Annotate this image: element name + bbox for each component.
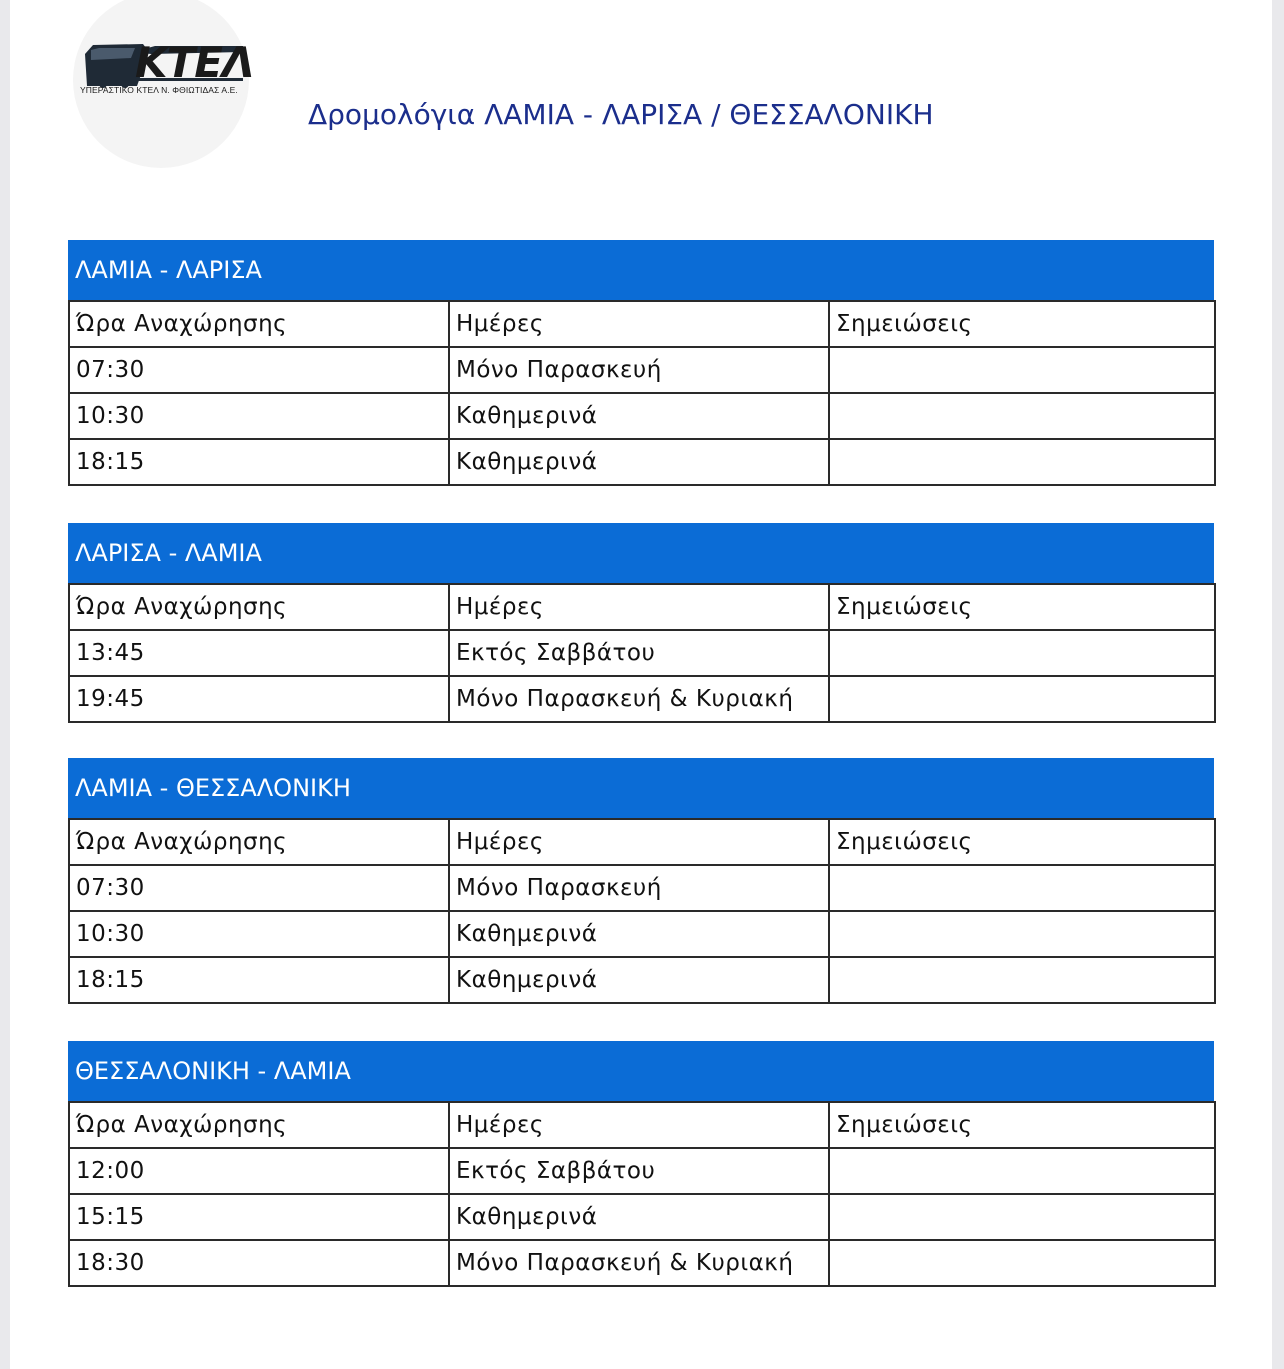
days: Μόνο Παρασκευή & Κυριακή xyxy=(449,676,829,722)
table-row xyxy=(69,439,1215,485)
days: Καθημερινά xyxy=(449,393,829,439)
notes xyxy=(829,1240,1215,1286)
table-row xyxy=(69,347,1215,393)
document-page xyxy=(10,0,1272,1369)
table-row xyxy=(69,676,1215,722)
days: Εκτός Σαββάτου xyxy=(449,630,829,676)
column-header: Σημειώσεις xyxy=(829,1102,1215,1148)
departure-time: 18:15 xyxy=(69,439,449,485)
schedule-table xyxy=(68,818,1216,1004)
table-header-row xyxy=(69,301,1215,347)
table-row xyxy=(69,630,1215,676)
days: Καθημερινά xyxy=(449,957,829,1003)
notes xyxy=(829,865,1215,911)
days: Καθημερινά xyxy=(449,911,829,957)
schedule-section xyxy=(68,1041,1214,1287)
table-header-row xyxy=(69,584,1215,630)
section-heading: ΘΕΣΣΑΛΟΝΙΚΗ - ΛΑΜΙΑ xyxy=(68,1041,1214,1101)
notes xyxy=(829,1194,1215,1240)
departure-time: 07:30 xyxy=(69,347,449,393)
table-row xyxy=(69,1148,1215,1194)
logo-brand-text: ΚΤΕΛ xyxy=(135,38,254,87)
page-title: Δρομολόγια ΛΑΜΙΑ - ΛΑΡΙΣΑ / ΘΕΣΣΑΛΟΝΙΚΗ xyxy=(308,98,934,131)
notes xyxy=(829,676,1215,722)
notes xyxy=(829,439,1215,485)
column-header: Σημειώσεις xyxy=(829,584,1215,630)
days: Εκτός Σαββάτου xyxy=(449,1148,829,1194)
section-heading: ΛΑΜΙΑ - ΘΕΣΣΑΛΟΝΙΚΗ xyxy=(68,758,1214,818)
notes xyxy=(829,1148,1215,1194)
column-header: Ημέρες xyxy=(449,819,829,865)
column-header: Ημέρες xyxy=(449,1102,829,1148)
days: Μόνο Παρασκευή xyxy=(449,865,829,911)
column-header: Ώρα Αναχώρησης xyxy=(69,301,449,347)
company-logo xyxy=(73,0,254,168)
days: Καθημερινά xyxy=(449,1194,829,1240)
table-row xyxy=(69,1240,1215,1286)
column-header: Σημειώσεις xyxy=(829,301,1215,347)
departure-time: 10:30 xyxy=(69,393,449,439)
logo-subtitle: ΥΠΕΡΑΣΤΙΚΟ ΚΤΕΛ Ν. ΦΘΙΩΤΙΔΑΣ Α.Ε. xyxy=(80,85,238,95)
schedule-table xyxy=(68,583,1216,723)
column-header: Ώρα Αναχώρησης xyxy=(69,584,449,630)
schedule-section xyxy=(68,523,1214,723)
column-header: Ώρα Αναχώρησης xyxy=(69,819,449,865)
departure-time: 07:30 xyxy=(69,865,449,911)
departure-time: 13:45 xyxy=(69,630,449,676)
column-header: Ώρα Αναχώρησης xyxy=(69,1102,449,1148)
schedule-section xyxy=(68,758,1214,1004)
table-header-row xyxy=(69,1102,1215,1148)
schedule-table xyxy=(68,300,1216,486)
column-header: Σημειώσεις xyxy=(829,819,1215,865)
table-row xyxy=(69,957,1215,1003)
notes xyxy=(829,393,1215,439)
schedule-section xyxy=(68,240,1214,486)
notes xyxy=(829,957,1215,1003)
departure-time: 12:00 xyxy=(69,1148,449,1194)
table-row xyxy=(69,393,1215,439)
column-header: Ημέρες xyxy=(449,584,829,630)
departure-time: 15:15 xyxy=(69,1194,449,1240)
column-header: Ημέρες xyxy=(449,301,829,347)
table-row xyxy=(69,911,1215,957)
notes xyxy=(829,911,1215,957)
schedule-table xyxy=(68,1101,1216,1287)
days: Καθημερινά xyxy=(449,439,829,485)
section-heading: ΛΑΜΙΑ - ΛΑΡΙΣΑ xyxy=(68,240,1214,300)
days: Μόνο Παρασκευή xyxy=(449,347,829,393)
departure-time: 10:30 xyxy=(69,911,449,957)
notes xyxy=(829,347,1215,393)
table-header-row xyxy=(69,819,1215,865)
departure-time: 18:30 xyxy=(69,1240,449,1286)
section-heading: ΛΑΡΙΣΑ - ΛΑΜΙΑ xyxy=(68,523,1214,583)
table-row xyxy=(69,1194,1215,1240)
departure-time: 18:15 xyxy=(69,957,449,1003)
departure-time: 19:45 xyxy=(69,676,449,722)
days: Μόνο Παρασκευή & Κυριακή xyxy=(449,1240,829,1286)
table-row xyxy=(69,865,1215,911)
notes xyxy=(829,630,1215,676)
